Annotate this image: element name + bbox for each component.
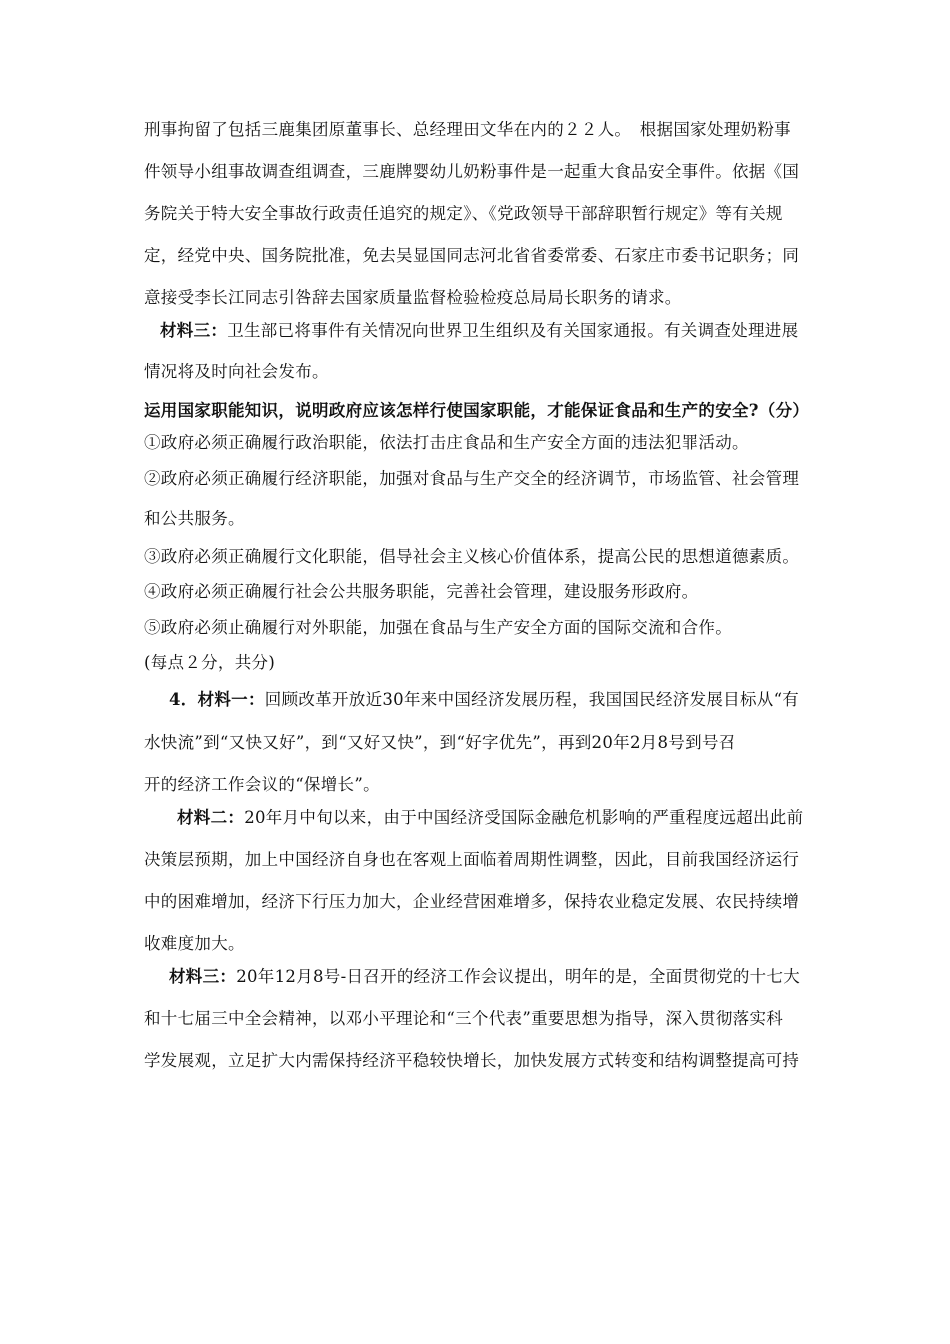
paragraph-line: 定，经党中央、国务院批准，免去吴显国同志河北省省委常委、石家庄市委书记职务；同: [144, 246, 800, 265]
paragraph-line: 学发展观，立足扩大内需保持经济平稳较快增长，加快发展方式转变和结构调整提高可持: [144, 1051, 800, 1070]
answer-line: 和公共服务。: [144, 509, 245, 528]
material-label: 材料二：: [177, 808, 245, 827]
paragraph-line: 情况将及时向社会发布。: [144, 362, 329, 381]
answer-line: ①政府必须正确履行政治职能，依法打击庄食品和生产安全方面的违法犯罪活动。: [144, 433, 749, 452]
paragraph-line: 件领导小组事故调查组调查，三鹿牌婴幼儿奶粉事件是一起重大食品安全事件。依据《国: [144, 162, 800, 181]
score-note: (每点２分，共分): [144, 653, 276, 672]
paragraph-line: 水快流”到“又快又好”，到“又好又快”，到“好字优先”，再到20年2月8号到号召: [144, 733, 736, 752]
question-line: 运用国家职能知识，说明政府应该怎样行使国家职能，才能保证食品和生产的安全?（分）: [144, 401, 810, 420]
paragraph-line: 中的困难增加，经济下行压力加大，企业经营困难增多，保持农业稳定发展、农民持续增: [144, 892, 800, 911]
material-2-line: 材料二：20年月中旬以来，由于中国经济受国际金融危机影响的严重程度远超出此前: [177, 808, 804, 827]
answer-line: ⑤政府必须止确履行对外职能，加强在食品与生产安全方面的国际交流和合作。: [144, 618, 732, 637]
paragraph-line: 刑事拘留了包括三鹿集团原董事长、总经理田文华在内的２２人。 根据国家处理奶粉事: [144, 120, 791, 139]
material-1-line: 4．材料一：回顾改革开放近30年来中国经济发展历程，我国国民经济发展目标从“有: [169, 690, 800, 709]
paragraph-line: 收难度加大。: [144, 934, 245, 953]
material-label: 材料三：: [160, 321, 228, 340]
material-3-line: 材料三：卫生部已将事件有关情况向世界卫生组织及有关国家通报。有关调查处理进展: [160, 321, 799, 340]
paragraph-line: 和十七届三中全会精神，以邓小平理论和“三个代表”重要思想为指导，深入贯彻落实科: [144, 1009, 784, 1028]
material-label: 4．材料一：: [169, 690, 265, 709]
answer-line: ③政府必须正确履行文化职能，倡导社会主义核心价值体系，提高公民的思想道德素质。: [144, 547, 800, 566]
material-label: 材料三：: [169, 967, 237, 986]
answer-line: ②政府必须正确履行经济职能，加强对食品与生产交全的经济调节，市场监管、社会管理: [144, 469, 800, 488]
paragraph-line: 务院关于特大安全事故行政责任追究的规定》、《党政领导干部辞职暂行规定》等有关规: [144, 204, 783, 223]
paragraph-line: 决策层预期，加上中国经济自身也在客观上面临着周期性调整，因此，目前我国经济运行: [144, 850, 800, 869]
material-3-line: 材料三：20年12月8号-日召开的经济工作会议提出，明年的是，全面贯彻党的十七大: [169, 967, 801, 986]
paragraph-line: 开的经济工作会议的“保增长”。: [144, 775, 380, 794]
answer-line: ④政府必须正确履行社会公共服务职能，完善社会管理，建设服务形政府。: [144, 582, 699, 601]
paragraph-line: 意接受李长江同志引咎辞去国家质量监督检验检疫总局局长职务的请求。: [144, 288, 682, 307]
